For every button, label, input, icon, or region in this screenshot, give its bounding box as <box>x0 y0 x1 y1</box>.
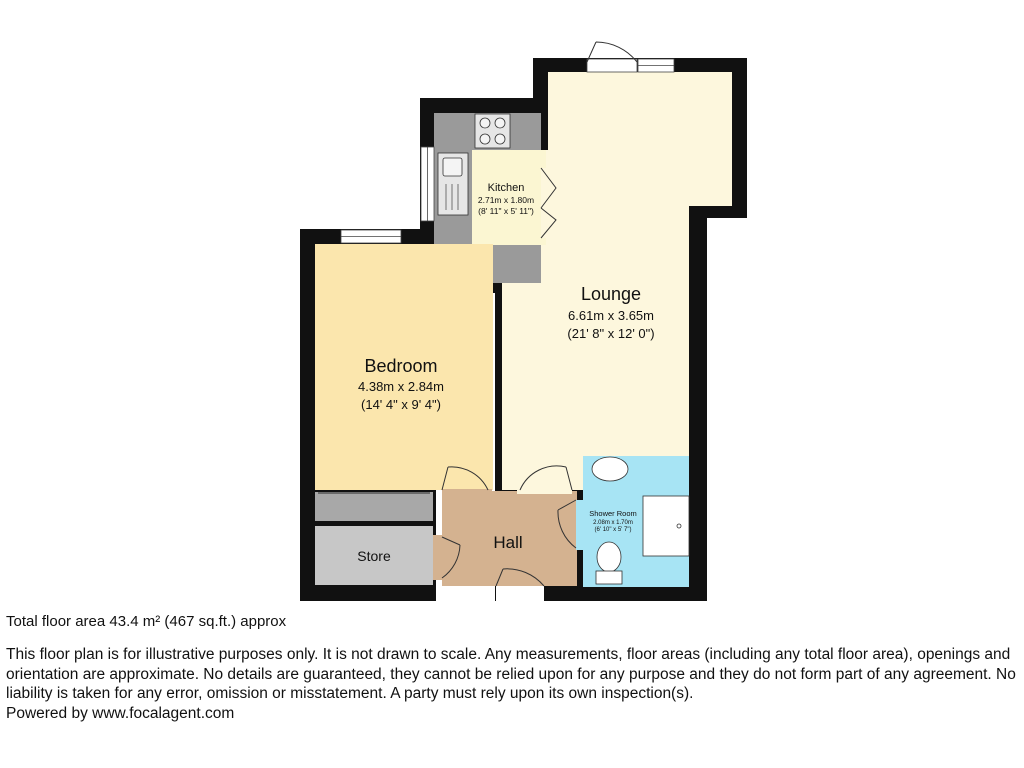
toilet-cistern-icon <box>596 571 622 584</box>
basin-icon <box>592 457 628 481</box>
kitchen-name: Kitchen <box>487 182 525 194</box>
hall-to-lounge-gap <box>517 489 572 494</box>
hall-name: Hall <box>493 533 523 552</box>
kitchen-metric: 2.71m x 1.80m <box>477 195 535 205</box>
sink-icon <box>438 153 468 215</box>
powered-by-link[interactable]: Powered by www.focalagent.com <box>6 704 235 722</box>
shower-room-name: Shower Room <box>589 509 637 518</box>
bedroom-metric: 4.38m x 2.84m <box>358 379 444 394</box>
bedroom-imperial: (14' 4" x 9' 4") <box>361 397 441 412</box>
hob-icon <box>475 114 510 148</box>
wardrobe <box>315 492 433 521</box>
disclaimer-text: This floor plan is for illustrative purposes only. It is not drawn to scale. Any measurements, floor areas (including any total floor area), openings and orientation are approximate. No details are guaranteed, they cannot be relied upon for any purpose and they do not form part of any agreement. No liability is taken for any error, omission or misstatement. A party must rely upon its own inspection(s). <box>6 646 1016 702</box>
hall-to-store-gap <box>433 535 442 580</box>
total-floor-area: Total floor area 43.4 m² (467 sq.ft.) approx <box>6 613 287 630</box>
lounge-imperial: (21' 8" x 12' 0") <box>567 326 655 341</box>
shower-room-imperial: (6' 10" x 5' 7") <box>594 527 632 533</box>
front-door-gap <box>496 586 544 601</box>
lounge-name: Lounge <box>580 284 642 304</box>
hall-to-shower-gap <box>576 500 584 550</box>
toilet-icon <box>597 542 621 572</box>
footer <box>6 612 1021 723</box>
bedroom-name: Bedroom <box>364 356 438 376</box>
shower-tray-icon <box>643 496 689 556</box>
lounge-metric: 6.61m x 3.65m <box>568 308 654 323</box>
bedroom-to-hall-gap <box>442 489 492 494</box>
kitchen-imperial: (8' 11" x 5' 11") <box>478 206 534 216</box>
store-name: Store <box>357 548 391 564</box>
shower-room-metric: 2.08m x 1.70m <box>593 520 633 526</box>
